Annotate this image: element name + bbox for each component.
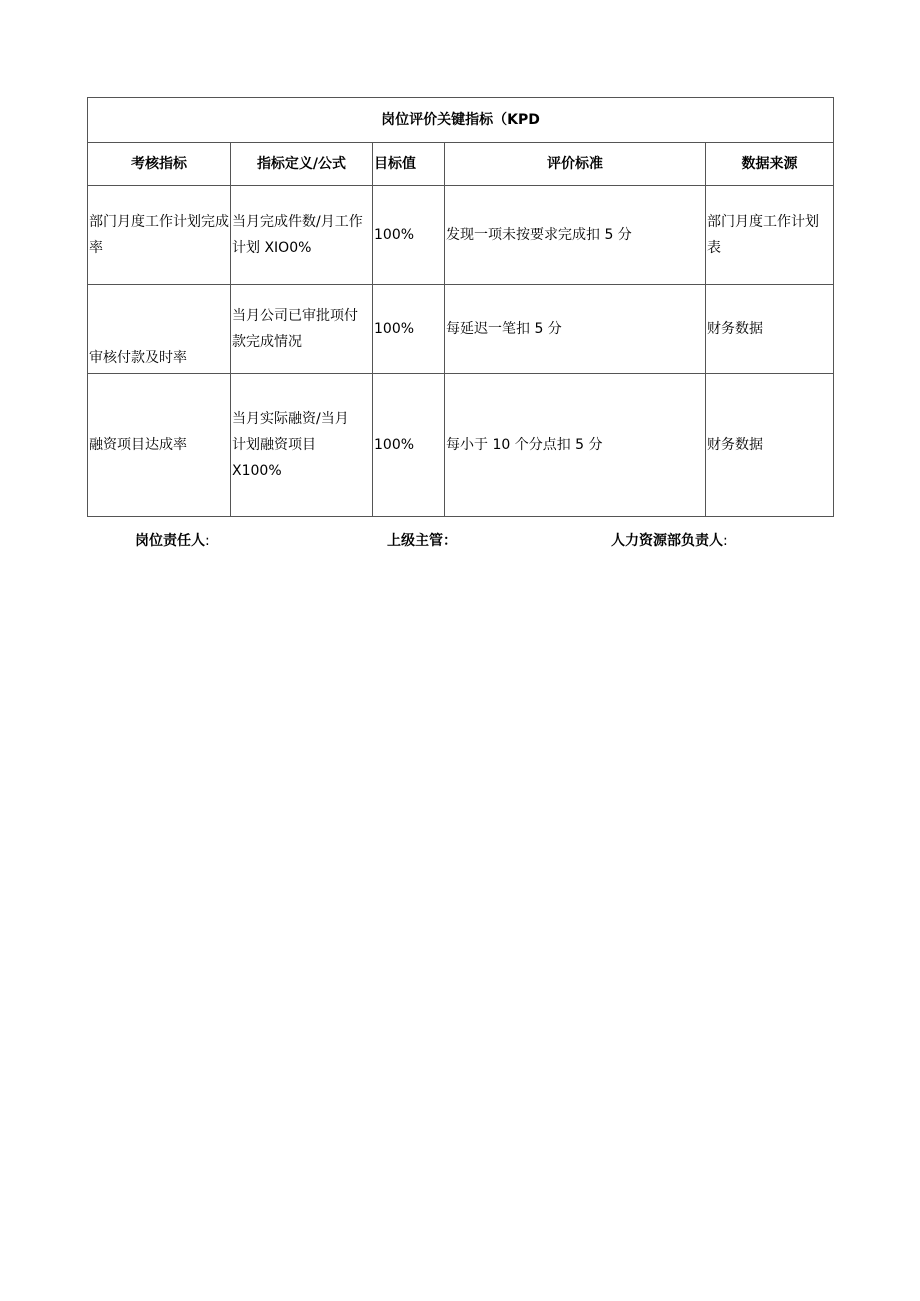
formula-cell — [231, 374, 373, 517]
header-target: 目标值 — [373, 143, 445, 186]
position-owner-label: 岗位责任人 — [135, 533, 205, 549]
indicator-cell: 审核付款及时率 — [88, 285, 231, 374]
position-owner-colon: : — [205, 533, 210, 549]
formula-cell: 当月完成件数/月工作计划 XIO0% — [231, 186, 373, 285]
header-formula: 指标定义/公式 — [231, 143, 373, 186]
hr-owner-label: 人力资源部负责人 — [611, 533, 723, 549]
formula-cell: 当月公司已审批项付款完成情况 — [231, 285, 373, 374]
table-title: 岗位评价关键指标（KPD — [88, 98, 834, 143]
table-row — [88, 285, 834, 374]
formula-line: 当月实际融资/当月 — [232, 411, 349, 427]
hr-owner-colon: : — [723, 533, 728, 549]
target-cell: 100% — [373, 285, 445, 374]
target-cell: 100% — [373, 374, 445, 517]
criteria-cell: 发现一项未按要求完成扣 5 分 — [445, 186, 706, 285]
hr-owner-signature — [611, 528, 728, 554]
criteria-cell: 每小于 10 个分点扣 5 分 — [445, 374, 706, 517]
formula-line: X100% — [232, 463, 282, 479]
table-row — [88, 186, 834, 285]
header-criteria: 评价标准 — [445, 143, 706, 186]
table-row — [88, 374, 834, 517]
header-source: 数据来源 — [706, 143, 834, 186]
criteria-cell: 每延迟一笔扣 5 分 — [445, 285, 706, 374]
header-row — [88, 143, 834, 186]
source-cell: 财务数据 — [706, 285, 834, 374]
position-owner-signature — [135, 528, 210, 554]
target-cell: 100% — [373, 186, 445, 285]
header-indicator: 考核指标 — [88, 143, 231, 186]
indicator-cell: 部门月度工作计划完成率 — [88, 186, 231, 285]
indicator-cell: 融资项目达成率 — [88, 374, 231, 517]
signature-line — [0, 528, 920, 554]
kpi-table — [87, 97, 834, 517]
formula-line: 计划融资项目 — [232, 437, 316, 453]
source-cell: 部门月度工作计划表 — [706, 186, 834, 285]
supervisor-label: 上级主管： — [387, 533, 457, 549]
source-cell: 财务数据 — [706, 374, 834, 517]
